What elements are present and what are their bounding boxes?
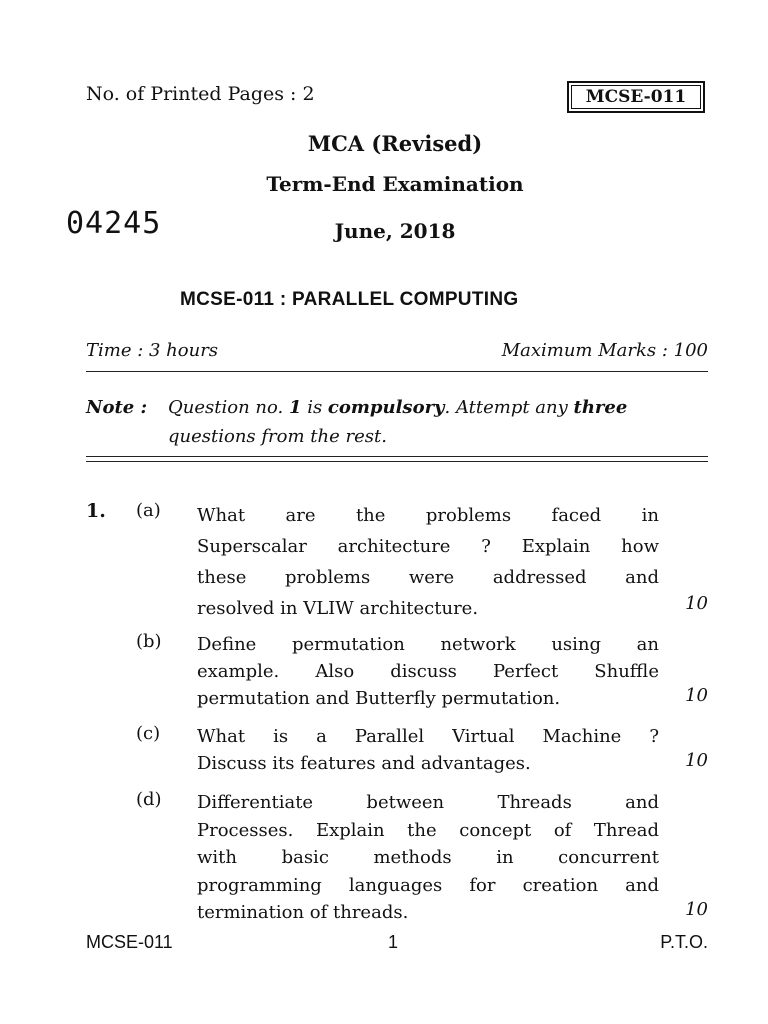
marks-d: 10 <box>685 899 708 920</box>
text-line: resolved in VLIW architecture. <box>197 598 479 619</box>
text-line: termination of threads. <box>197 902 409 923</box>
page-number: 1 <box>388 932 399 952</box>
part-label-c: (c) <box>136 723 161 744</box>
text-line: these problems were addressed and <box>197 567 659 588</box>
note-text-part: is <box>301 397 328 418</box>
note-text-emphasis: 1 <box>288 397 302 418</box>
marks-c: 10 <box>685 750 708 771</box>
note-text-part: . Attempt any <box>444 397 574 418</box>
note-text-emphasis: three <box>573 397 628 418</box>
text-line: What are the problems faced in <box>197 505 659 526</box>
text-line: Define permutation network using an <box>197 634 659 655</box>
part-text-a <box>197 500 659 624</box>
part-label-a: (a) <box>136 500 161 521</box>
double-divider-bottom <box>86 461 708 462</box>
question-number: 1. <box>86 500 106 522</box>
text-line: What is a Parallel Virtual Machine ? <box>197 726 659 747</box>
part-label-d: (d) <box>136 789 162 810</box>
please-turn-over: P.T.O. <box>660 932 708 952</box>
note-text-part: Question no. <box>168 397 289 418</box>
marks-b: 10 <box>685 685 708 706</box>
note-text <box>168 393 710 451</box>
course-code-box <box>567 81 705 113</box>
text-line: Discuss its features and advantages. <box>197 753 531 774</box>
exam-session: June, 2018 <box>334 219 456 243</box>
course-title: MCSE-011 : PARALLEL COMPUTING <box>180 289 519 310</box>
marks-a: 10 <box>685 593 708 614</box>
course-code: MCSE-011 <box>571 85 701 109</box>
divider <box>86 371 708 372</box>
note-label: Note : <box>86 397 148 418</box>
note-text-emphasis: compulsory <box>327 397 445 418</box>
note-text-part: questions from the rest. <box>168 426 387 447</box>
text-line: Differentiate between Threads and <box>197 792 659 813</box>
programme-title: MCA (Revised) <box>307 131 483 156</box>
time-marks-row <box>86 340 708 366</box>
text-line: example. Also discuss Perfect Shuffle <box>197 661 659 682</box>
text-line: Processes. Explain the concept of Thread <box>197 819 659 841</box>
text-line: permutation and Butterfly permutation. <box>197 688 561 709</box>
exam-type: Term-End Examination <box>266 172 524 196</box>
paper-serial-number: 04245 <box>66 206 162 241</box>
text-line: Superscalar architecture ? Explain how <box>197 536 659 557</box>
part-text-d <box>197 789 659 927</box>
footer-course-code: MCSE-011 <box>86 932 173 952</box>
part-text-c <box>197 723 659 777</box>
part-text-b <box>197 631 659 712</box>
double-divider-top <box>86 456 708 457</box>
part-label-b: (b) <box>136 631 162 652</box>
printed-pages-count: No. of Printed Pages : 2 <box>86 83 315 105</box>
time-allowed: Time : 3 hours <box>86 340 219 361</box>
text-line: with basic methods in concurrent <box>197 847 659 868</box>
maximum-marks: Maximum Marks : 100 <box>501 340 708 361</box>
text-line: programming languages for creation and <box>197 874 659 896</box>
